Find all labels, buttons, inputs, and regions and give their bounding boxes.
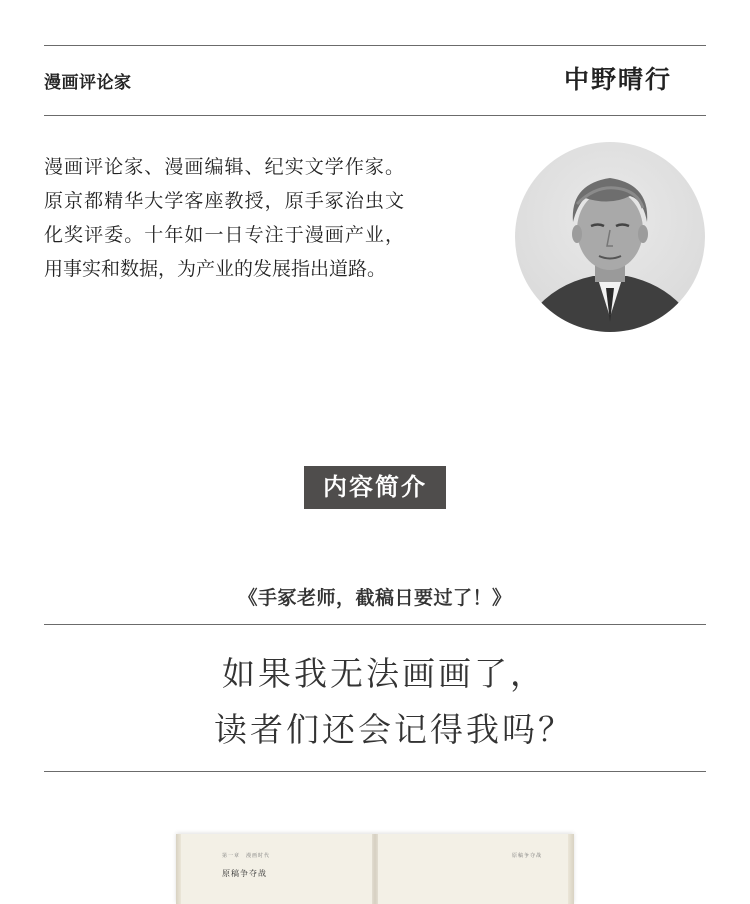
book-running-header-right: 原稿争夺战 [512, 853, 543, 859]
quote-line-2: 读者们还会记得我吗？ [214, 710, 574, 749]
author-bio: 漫画评论家、漫画编辑、纪实文学作家。原京都精华大学客座教授，原手冢治虫文化奖评委。十年如一日专注于漫画产业，用事实和数据，为产业的发展指出道路。 [44, 156, 404, 280]
book-preview-image [176, 834, 574, 904]
book-spine [372, 834, 378, 904]
quote-bottom-divider [44, 771, 706, 772]
book-title: 《手冢老师，截稿日要过了！》 [238, 587, 512, 609]
section-badge-intro: 内容简介 [304, 466, 446, 509]
top-divider [44, 45, 706, 46]
quote-line-1: 如果我无法画画了， [222, 654, 546, 693]
quote-top-divider [44, 624, 706, 625]
author-role: 漫画评论家 [44, 73, 132, 93]
book-page-edge [568, 834, 574, 904]
book-chapter-title: 原稿争夺战 [222, 869, 267, 878]
header-divider [44, 115, 706, 116]
book-page-edge [176, 834, 181, 904]
author-portrait [515, 142, 705, 332]
book-running-header-left: 第一章 漫画时代 [222, 853, 271, 859]
author-name: 中野晴行 [563, 65, 672, 94]
